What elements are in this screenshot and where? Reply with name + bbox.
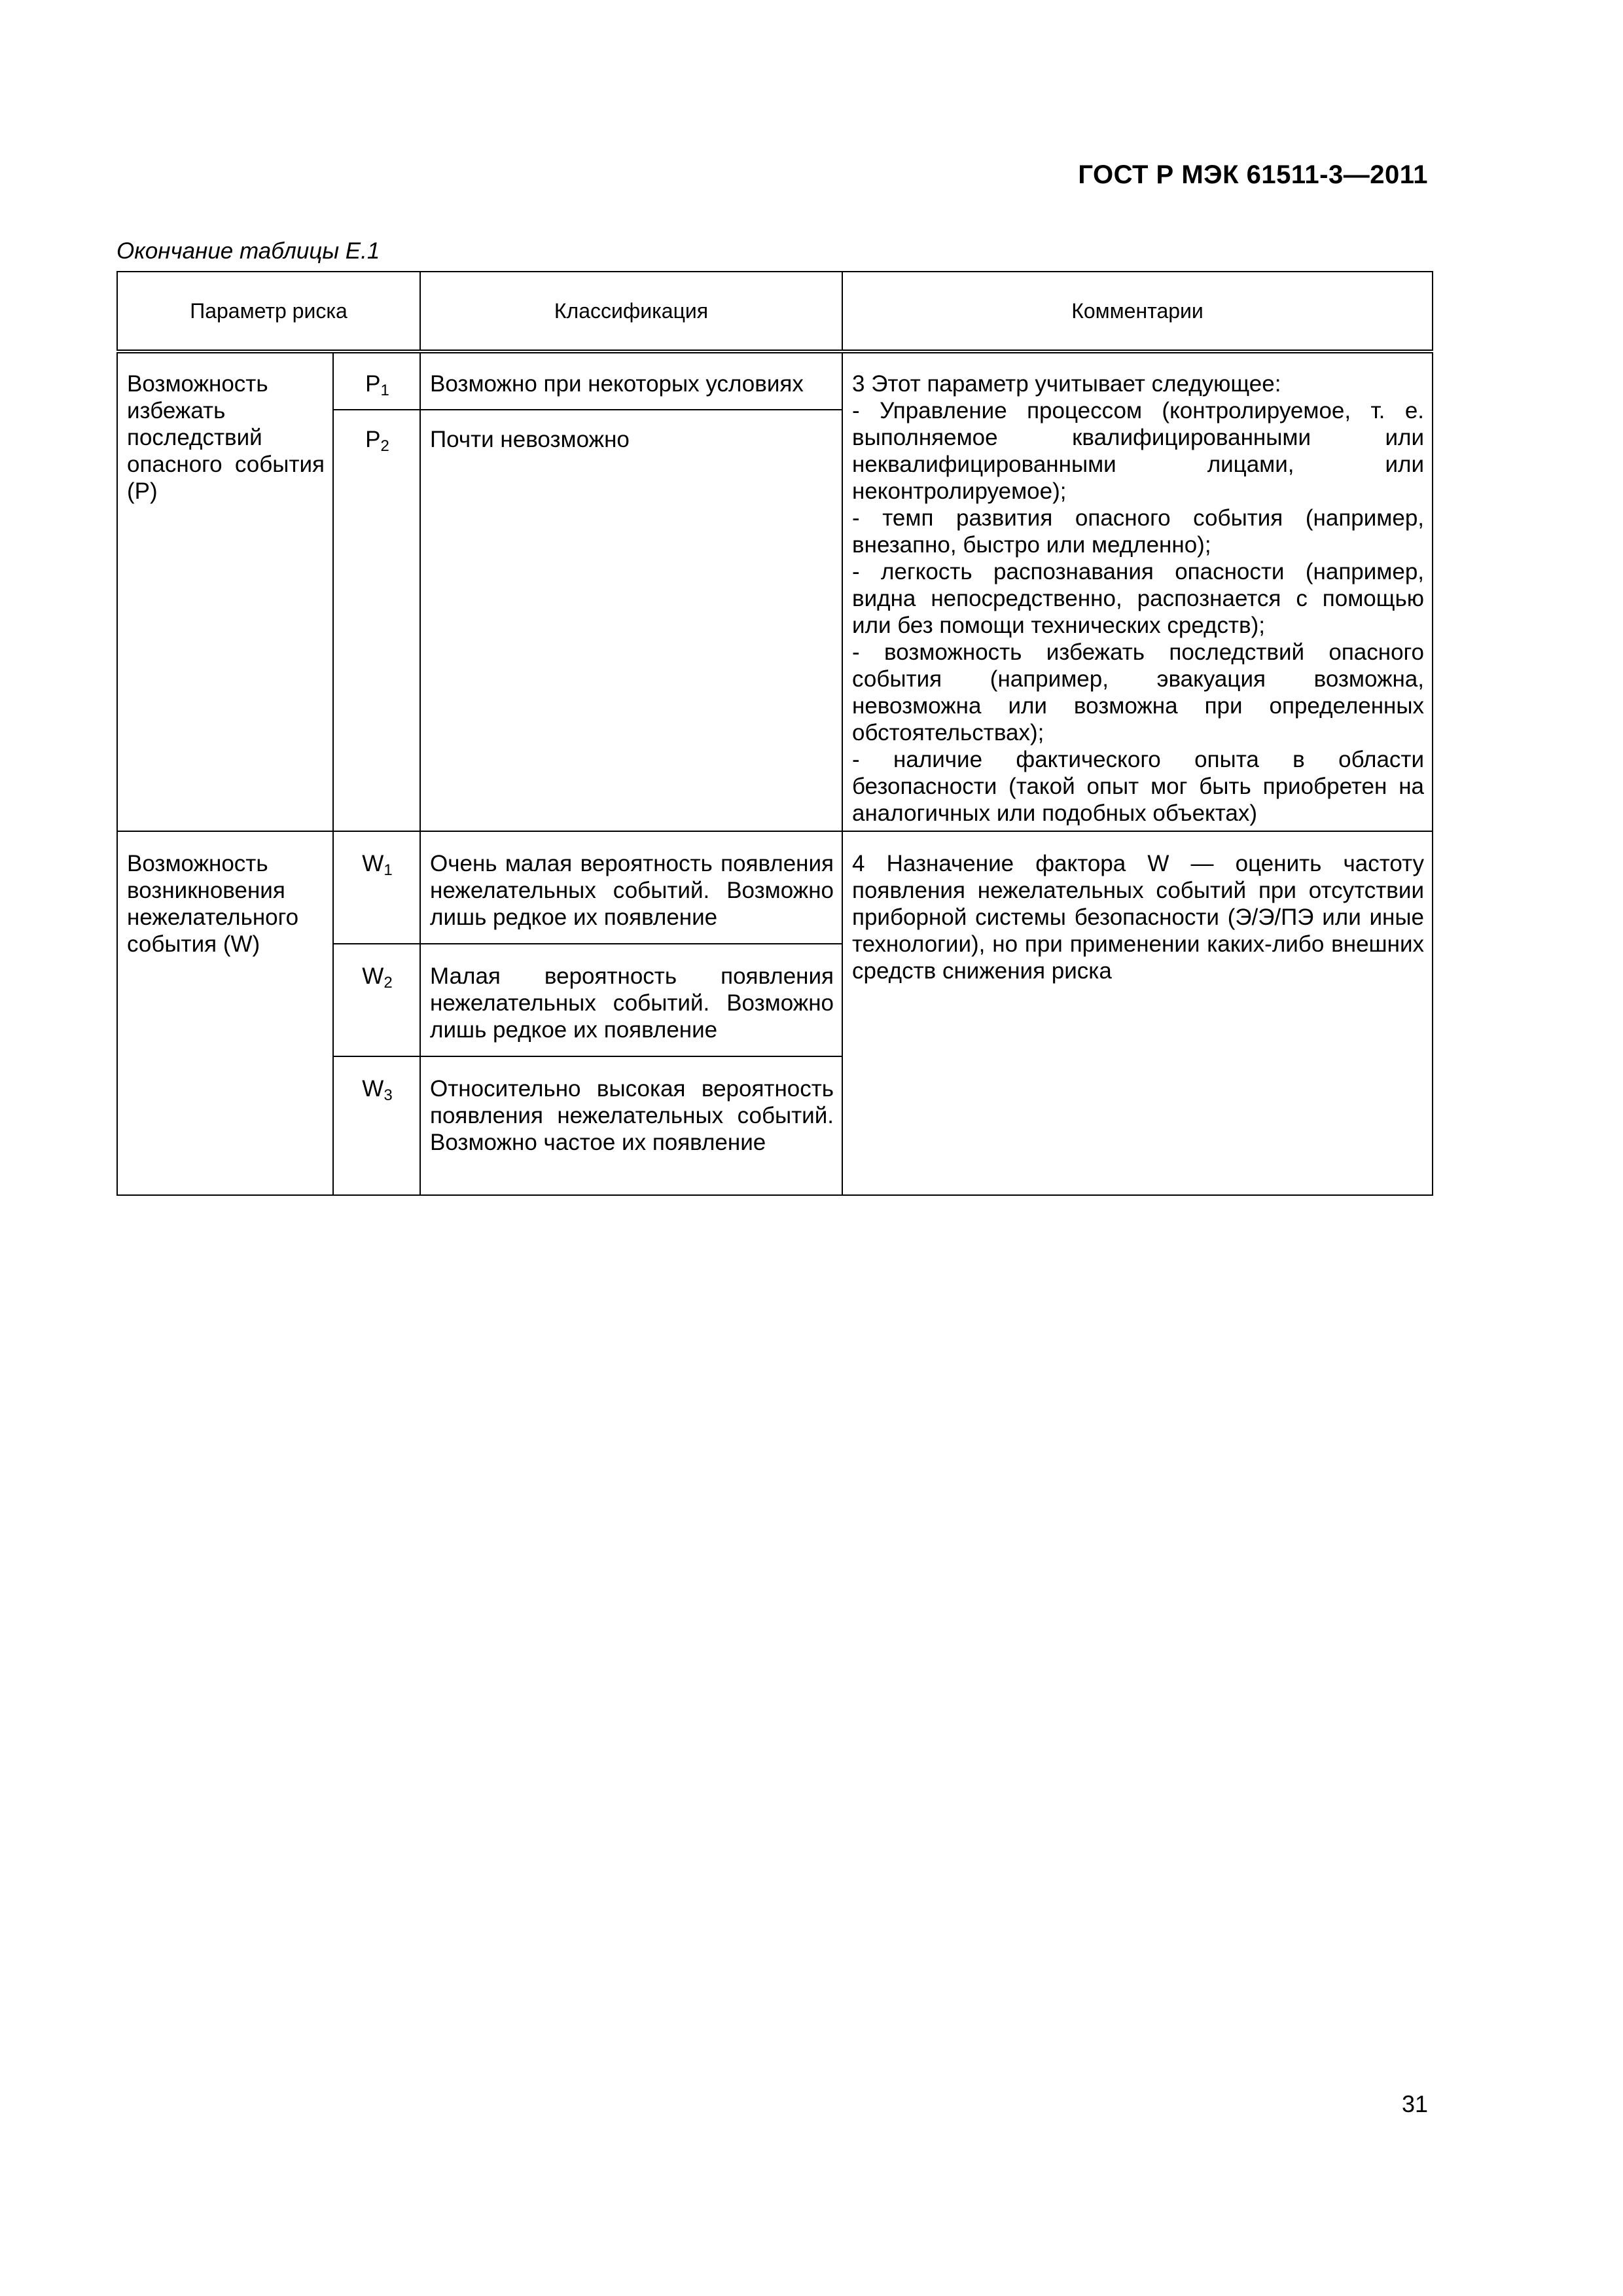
code-letter: W (362, 1076, 384, 1102)
code-subscript: 3 (383, 1086, 393, 1104)
code-subscript: 2 (383, 974, 393, 992)
comment-line: - легкость распознавания опасности (например, видна непосредственно, распознается с помощью или без помощи технических средств); (852, 559, 1425, 638)
code-subscript: 1 (383, 861, 393, 879)
code-letter: W (362, 851, 384, 876)
table-row (117, 351, 1433, 410)
risk-parameter-table (116, 271, 1433, 1196)
classification-cell-w3: Относительно высокая вероятность появления нежелательных событий. Возможно частое их появление (420, 1056, 842, 1195)
code-letter: W (362, 963, 384, 989)
table-header-row (117, 272, 1433, 351)
column-header-parameter: Параметр риска (117, 272, 420, 351)
column-header-classification: Классификация (420, 272, 842, 351)
code-subscript: 2 (380, 437, 389, 456)
code-subscript: 1 (380, 382, 389, 399)
document-code: ГОСТ Р МЭК 61511-3—2011 (1078, 160, 1428, 189)
code-cell-w2 (333, 944, 420, 1056)
comment-cell-w (842, 831, 1433, 1195)
table-caption: Окончание таблицы Е.1 (116, 238, 380, 264)
comment-line: 3 Этот параметр учитывает следующее: (852, 371, 1281, 397)
column-header-comments: Комментарии (842, 272, 1433, 351)
classification-cell-w2: Малая вероятность появления нежелательных событий. Возможно лишь редкое их появление (420, 944, 842, 1056)
code-letter: P (365, 427, 381, 453)
comment-line: - темп развития опасного события (например, внезапно, быстро или медленно); (852, 505, 1425, 558)
code-letter: P (365, 371, 381, 397)
page-number: 31 (1401, 2090, 1428, 2117)
code-cell-w1 (333, 831, 420, 944)
parameter-cell-p: Возможность избежать последствий опасного события (P) (117, 351, 333, 831)
comment-line: 4 Назначение фактора W — оценить частоту появления нежелательных событий при отсутствии приборной системы безопасности (Э/Э/ПЭ или иные технологии), но при применении каких-либо внешних средств снижения риска (852, 851, 1425, 984)
comment-line: - наличие фактического опыта в области безопасности (такой опыт мог быть приобретен на аналогичных или подобных объектах) (852, 747, 1425, 826)
table-row (117, 831, 1433, 944)
classification-cell-w1: Очень малая вероятность появления нежелательных событий. Возможно лишь редкое их появление (420, 831, 842, 944)
comment-line: - возможность избежать последствий опасного события (например, эвакуация возможна, невозможна или возможна при определенных обстоятельствах); (852, 639, 1425, 745)
code-cell-p1 (333, 351, 420, 410)
classification-cell-p2: Почти невозможно (420, 410, 842, 831)
comment-line: - Управление процессом (контролируемое, т. е. выполняемое квалифицированными или неквалифицированными лицами, или неконтролируемое); (852, 398, 1425, 504)
code-cell-p2 (333, 410, 420, 831)
code-cell-w3 (333, 1056, 420, 1195)
classification-cell-p1: Возможно при некоторых условиях (420, 351, 842, 410)
comment-cell-p (842, 351, 1433, 831)
parameter-cell-w: Возможность возникновения нежелательного события (W) (117, 831, 333, 1195)
